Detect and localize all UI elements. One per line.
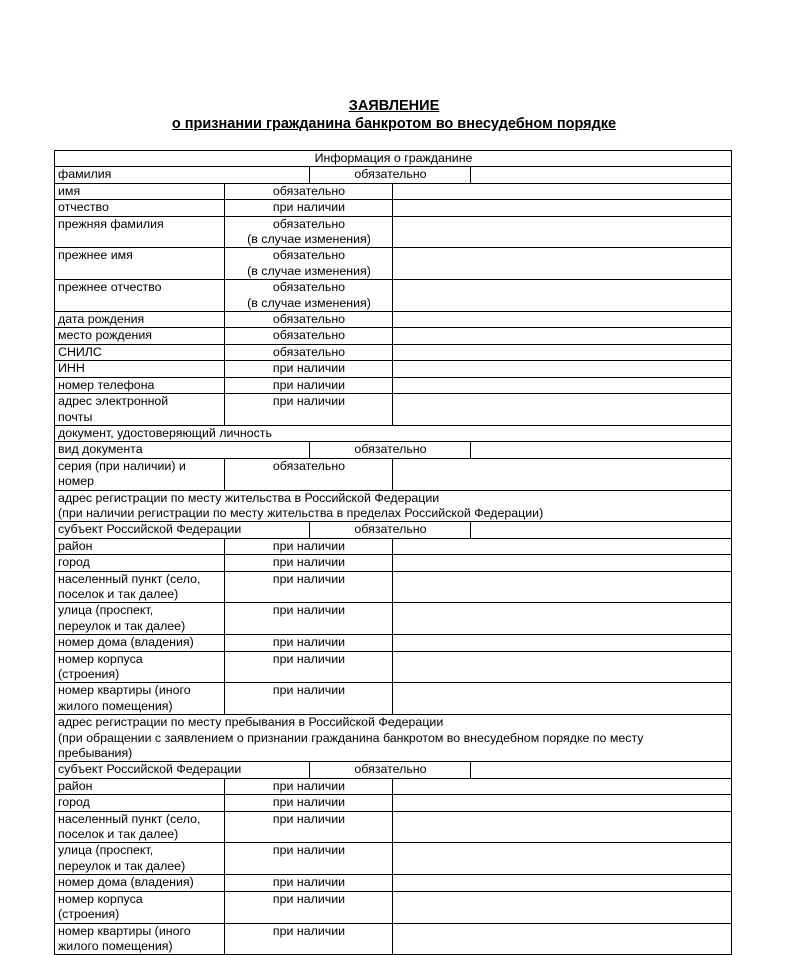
form-row bbox=[55, 280, 732, 312]
field-label: имя bbox=[55, 183, 225, 199]
form-row bbox=[55, 651, 732, 683]
field-requirement: при наличии bbox=[225, 651, 393, 683]
field-label: прежнее имя bbox=[55, 248, 225, 280]
field-requirement: обязательно bbox=[225, 344, 393, 360]
form-row bbox=[55, 312, 732, 328]
field-value-cell[interactable] bbox=[393, 200, 732, 216]
field-label: город bbox=[55, 555, 225, 571]
field-label: номер корпуса (строения) bbox=[55, 891, 225, 923]
field-label: серия (при наличии) и номер bbox=[55, 458, 225, 490]
field-requirement: обязательно bbox=[310, 442, 471, 458]
field-requirement: обязательно (в случае изменения) bbox=[225, 280, 393, 312]
field-label: субъект Российской Федерации bbox=[55, 522, 310, 538]
field-label: место рождения bbox=[55, 328, 225, 344]
field-label: ИНН bbox=[55, 361, 225, 377]
field-requirement: при наличии bbox=[225, 538, 393, 554]
field-label: прежняя фамилия bbox=[55, 216, 225, 248]
form-row bbox=[55, 167, 732, 183]
field-value-cell[interactable] bbox=[393, 571, 732, 603]
field-requirement: при наличии bbox=[225, 555, 393, 571]
field-requirement: обязательно bbox=[310, 522, 471, 538]
field-requirement: при наличии bbox=[225, 778, 393, 794]
field-value-cell[interactable] bbox=[471, 762, 732, 778]
field-value-cell[interactable] bbox=[393, 778, 732, 794]
field-value-cell[interactable] bbox=[471, 522, 732, 538]
field-requirement: при наличии bbox=[225, 875, 393, 891]
field-label: номер дома (владения) bbox=[55, 875, 225, 891]
section-heading: адрес регистрации по месту жительства в Российской Федерации (при наличии регистрации по месту жительства в пределах Российской Федерации) bbox=[55, 490, 732, 522]
field-label: район bbox=[55, 778, 225, 794]
field-value-cell[interactable] bbox=[393, 891, 732, 923]
form-row bbox=[55, 843, 732, 875]
field-requirement: при наличии bbox=[225, 795, 393, 811]
field-label: вид документа bbox=[55, 442, 310, 458]
field-value-cell[interactable] bbox=[471, 167, 732, 183]
field-value-cell[interactable] bbox=[393, 377, 732, 393]
field-label: номер телефона bbox=[55, 377, 225, 393]
form-row bbox=[55, 458, 732, 490]
field-value-cell[interactable] bbox=[393, 795, 732, 811]
form-row bbox=[55, 361, 732, 377]
document-subtitle: о признании гражданина банкротом во внесудебном порядке bbox=[171, 116, 617, 132]
field-value-cell[interactable] bbox=[393, 603, 732, 635]
field-label: СНИЛС bbox=[55, 344, 225, 360]
field-requirement: при наличии bbox=[225, 683, 393, 715]
form-row bbox=[55, 683, 732, 715]
field-requirement: при наличии bbox=[225, 635, 393, 651]
field-requirement: обязательно bbox=[225, 183, 393, 199]
field-label: прежнее отчество bbox=[55, 280, 225, 312]
field-label: район bbox=[55, 538, 225, 554]
field-label: фамилия bbox=[55, 167, 310, 183]
form-row bbox=[55, 344, 732, 360]
field-requirement: при наличии bbox=[225, 891, 393, 923]
field-label: субъект Российской Федерации bbox=[55, 762, 310, 778]
field-value-cell[interactable] bbox=[393, 216, 732, 248]
form-row bbox=[55, 923, 732, 955]
section-row bbox=[55, 715, 732, 762]
form-row bbox=[55, 571, 732, 603]
field-requirement: при наличии bbox=[225, 200, 393, 216]
form-row bbox=[55, 795, 732, 811]
form-row bbox=[55, 891, 732, 923]
form-row bbox=[55, 394, 732, 426]
field-requirement: обязательно bbox=[225, 312, 393, 328]
field-value-cell[interactable] bbox=[393, 555, 732, 571]
field-value-cell[interactable] bbox=[393, 458, 732, 490]
field-value-cell[interactable] bbox=[393, 843, 732, 875]
field-label: номер квартиры (иного жилого помещения) bbox=[55, 683, 225, 715]
document-title: ЗАЯВЛЕНИЕ bbox=[348, 98, 440, 114]
section-heading: документ, удостоверяющий личность bbox=[55, 425, 732, 441]
field-value-cell[interactable] bbox=[393, 683, 732, 715]
field-label: населенный пункт (село, поселок и так далее) bbox=[55, 571, 225, 603]
field-value-cell[interactable] bbox=[393, 923, 732, 955]
field-value-cell[interactable] bbox=[393, 183, 732, 199]
citizen-info-form bbox=[54, 150, 732, 955]
field-requirement: обязательно bbox=[225, 328, 393, 344]
field-value-cell[interactable] bbox=[393, 361, 732, 377]
section-row bbox=[55, 490, 732, 522]
field-value-cell[interactable] bbox=[393, 811, 732, 843]
form-row bbox=[55, 522, 732, 538]
field-label: номер квартиры (иного жилого помещения) bbox=[55, 923, 225, 955]
document-title-block bbox=[0, 97, 788, 133]
field-value-cell[interactable] bbox=[393, 875, 732, 891]
field-requirement: при наличии bbox=[225, 361, 393, 377]
field-requirement: при наличии bbox=[225, 377, 393, 393]
field-value-cell[interactable] bbox=[393, 651, 732, 683]
form-row bbox=[55, 603, 732, 635]
field-value-cell[interactable] bbox=[471, 442, 732, 458]
form-row bbox=[55, 442, 732, 458]
form-row bbox=[55, 762, 732, 778]
section-row bbox=[55, 425, 732, 441]
form-header-row bbox=[55, 151, 732, 167]
field-value-cell[interactable] bbox=[393, 635, 732, 651]
field-requirement: обязательно (в случае изменения) bbox=[225, 216, 393, 248]
field-label: адрес электронной почты bbox=[55, 394, 225, 426]
field-label: номер дома (владения) bbox=[55, 635, 225, 651]
field-value-cell[interactable] bbox=[393, 280, 732, 312]
field-label: отчество bbox=[55, 200, 225, 216]
field-value-cell[interactable] bbox=[393, 328, 732, 344]
field-label: дата рождения bbox=[55, 312, 225, 328]
field-label: город bbox=[55, 795, 225, 811]
field-requirement: обязательно bbox=[310, 762, 471, 778]
field-requirement: при наличии bbox=[225, 923, 393, 955]
form-header: Информация о гражданине bbox=[55, 151, 732, 167]
field-requirement: обязательно bbox=[310, 167, 471, 183]
form-row bbox=[55, 200, 732, 216]
field-requirement: при наличии bbox=[225, 394, 393, 426]
form-row bbox=[55, 248, 732, 280]
field-value-cell[interactable] bbox=[393, 344, 732, 360]
form-row bbox=[55, 216, 732, 248]
field-value-cell[interactable] bbox=[393, 312, 732, 328]
form-row bbox=[55, 778, 732, 794]
field-requirement: при наличии bbox=[225, 843, 393, 875]
section-heading: адрес регистрации по месту пребывания в Российской Федерации (при обращении с заявлением о признании гражданина банкротом во внесудебном порядке по месту пребывания) bbox=[55, 715, 732, 762]
field-requirement: при наличии bbox=[225, 603, 393, 635]
form-row bbox=[55, 875, 732, 891]
form-row bbox=[55, 538, 732, 554]
form-row bbox=[55, 183, 732, 199]
field-requirement: при наличии bbox=[225, 811, 393, 843]
form-row bbox=[55, 555, 732, 571]
field-requirement: при наличии bbox=[225, 571, 393, 603]
form-row bbox=[55, 635, 732, 651]
field-label: населенный пункт (село, поселок и так далее) bbox=[55, 811, 225, 843]
field-label: улица (проспект, переулок и так далее) bbox=[55, 603, 225, 635]
field-requirement: обязательно bbox=[225, 458, 393, 490]
form-row bbox=[55, 377, 732, 393]
field-value-cell[interactable] bbox=[393, 538, 732, 554]
field-requirement: обязательно (в случае изменения) bbox=[225, 248, 393, 280]
form-row bbox=[55, 811, 732, 843]
form-row bbox=[55, 328, 732, 344]
field-label: улица (проспект, переулок и так далее) bbox=[55, 843, 225, 875]
field-value-cell[interactable] bbox=[393, 248, 732, 280]
field-value-cell[interactable] bbox=[393, 394, 732, 426]
field-label: номер корпуса (строения) bbox=[55, 651, 225, 683]
